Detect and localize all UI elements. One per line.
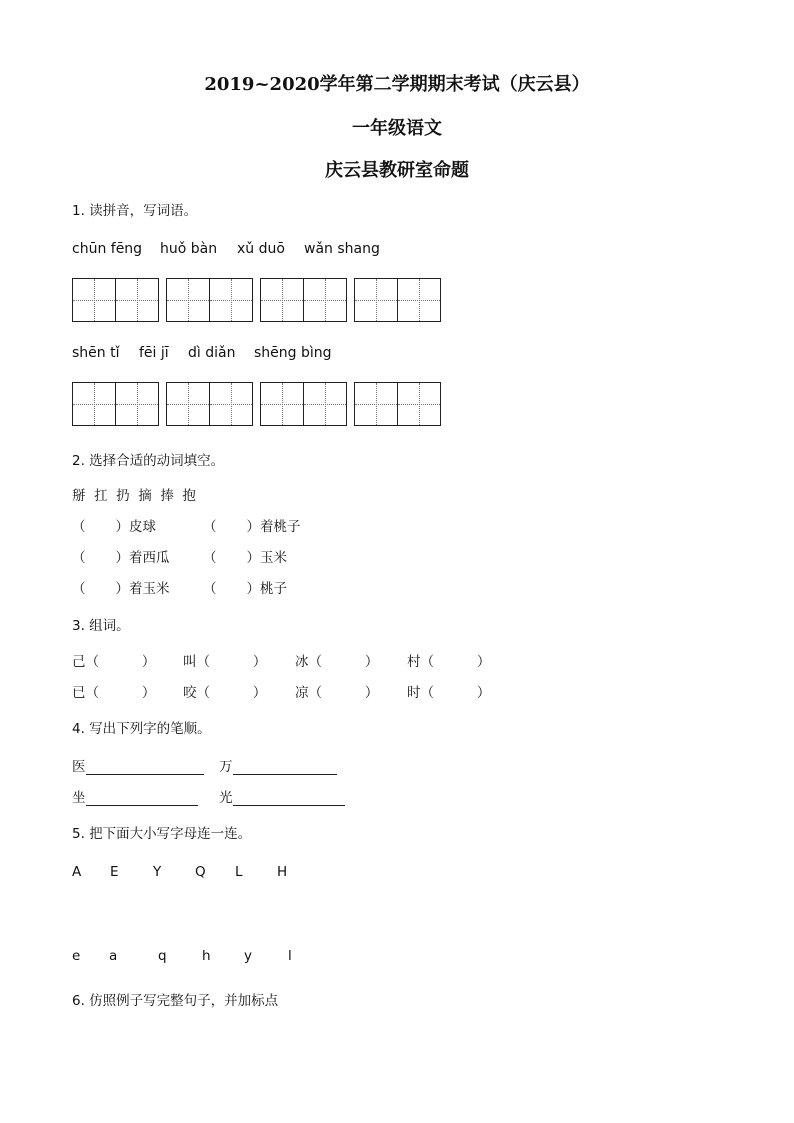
q5-title: 5. 把下面大小写字母连一连。 (72, 826, 252, 842)
q2-blank[interactable]: （ ）着桃子 (203, 519, 301, 535)
word-box[interactable] (166, 382, 252, 426)
word-box[interactable] (260, 382, 346, 426)
q2-blank[interactable]: （ ）桃子 (203, 581, 288, 597)
upper-letter[interactable]: E (110, 864, 119, 880)
writing-grid-row1 (72, 278, 448, 322)
q2-blank[interactable]: （ ）玉米 (203, 550, 288, 566)
stroke-char: 光 (219, 790, 233, 806)
answer-line[interactable] (86, 791, 198, 806)
q2-blank[interactable]: （ ）着玉米 (72, 581, 170, 597)
q2-blank[interactable]: （ ）着西瓜 (72, 550, 170, 566)
pinyin-3: xǔ duō (237, 241, 285, 257)
q3-blank[interactable]: 已（ ） (72, 685, 156, 701)
q3-blank[interactable]: 时（ ） (407, 685, 491, 701)
stroke-order-item[interactable] (72, 786, 198, 806)
q3-blank[interactable]: 咬（ ） (183, 685, 267, 701)
lower-letter[interactable]: y (244, 948, 252, 964)
exam-subtitle: 一年级语文 (352, 118, 442, 139)
stroke-order-item[interactable] (219, 786, 345, 806)
q2-blank[interactable]: （ ）皮球 (72, 519, 157, 535)
lower-letter[interactable]: l (288, 948, 292, 964)
word-box[interactable] (72, 382, 158, 426)
q3-blank[interactable]: 叫（ ） (183, 654, 267, 670)
pinyin-8: shēng bìng (254, 345, 332, 361)
pinyin-4: wǎn shang (304, 241, 380, 257)
pinyin-2: huǒ bàn (160, 241, 218, 257)
stroke-order-item[interactable] (72, 755, 204, 775)
q3-blank[interactable]: 冰（ ） (295, 654, 379, 670)
upper-letter[interactable]: L (235, 864, 243, 880)
word-box[interactable] (354, 382, 440, 426)
lower-letter[interactable]: q (158, 948, 167, 964)
q3-blank[interactable]: 凉（ ） (295, 685, 379, 701)
answer-line[interactable] (233, 760, 337, 775)
exam-title: 2019~2020学年第二学期期末考试（庆云县） (204, 74, 590, 95)
stroke-char: 医 (72, 759, 86, 775)
q2-verbs: 掰 扛 扔 摘 捧 抱 (72, 488, 196, 504)
lower-letter[interactable]: e (72, 948, 81, 964)
pinyin-6: fēi jī (139, 345, 169, 361)
stroke-char: 坐 (72, 790, 86, 806)
lower-letter[interactable]: h (202, 948, 211, 964)
pinyin-1: chūn fēng (72, 241, 143, 257)
upper-letter[interactable]: Y (153, 864, 162, 880)
q3-blank[interactable]: 村（ ） (407, 654, 491, 670)
q4-title: 4. 写出下列字的笔顺。 (72, 721, 211, 737)
stroke-order-item[interactable] (219, 755, 337, 775)
q1-title: 1. 读拼音，写词语。 (72, 203, 198, 219)
lower-letter[interactable]: a (109, 948, 118, 964)
word-box[interactable] (72, 278, 158, 322)
q3-title: 3. 组词。 (72, 618, 130, 634)
pinyin-7: dì diǎn (188, 345, 236, 361)
word-box[interactable] (354, 278, 440, 322)
word-box[interactable] (260, 278, 346, 322)
q6-title: 6. 仿照例子写完整句子，并加标点 (72, 993, 279, 1009)
upper-letter[interactable]: H (277, 864, 288, 880)
word-box[interactable] (166, 278, 252, 322)
answer-line[interactable] (86, 760, 204, 775)
pinyin-5: shēn tǐ (72, 345, 120, 361)
upper-letter[interactable]: Q (195, 864, 206, 880)
upper-letter[interactable]: A (72, 864, 82, 880)
stroke-char: 万 (219, 759, 233, 775)
answer-line[interactable] (233, 791, 345, 806)
writing-grid-row2 (72, 382, 448, 426)
q3-blank[interactable]: 己（ ） (72, 654, 156, 670)
q2-title: 2. 选择合适的动词填空。 (72, 453, 225, 469)
exam-author: 庆云县教研室命题 (325, 160, 469, 181)
